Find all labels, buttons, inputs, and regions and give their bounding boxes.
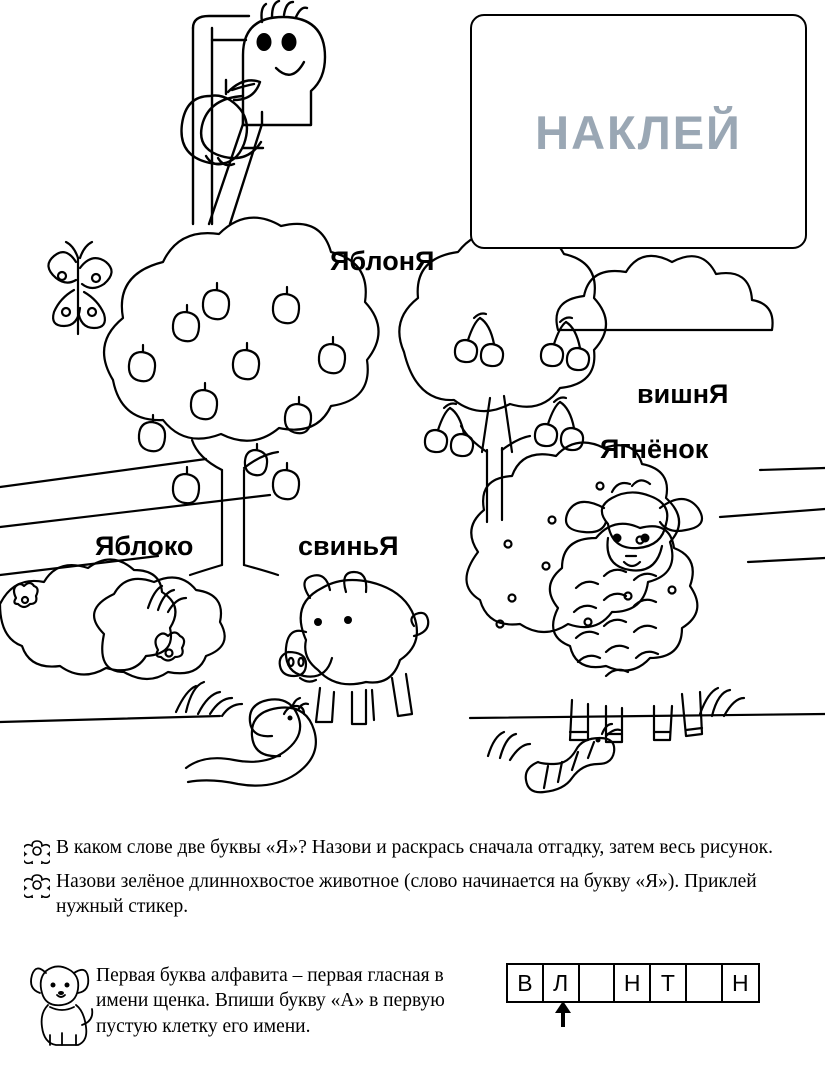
flower-icon [24, 838, 50, 864]
name-cell[interactable]: Т [651, 965, 687, 1001]
apple-shapes [129, 283, 345, 503]
bush-left [0, 559, 225, 679]
letter-ya-character [182, 1, 326, 224]
bottom-instruction-text: Первая буква алфавита – первая гласная в имени щенка. Впиши букву «А» в первую пустую клетку его имени. [96, 965, 445, 1037]
name-cells-wrap [506, 955, 760, 1003]
task-text: Назови зелёное длиннохвостое животное (слово начинается на букву «Я»). Приклей нужный стикер. [56, 871, 757, 917]
name-cell[interactable] [687, 965, 723, 1001]
sticker-label: НАКЛЕЙ [535, 106, 742, 159]
name-cell[interactable] [580, 965, 616, 1001]
word-label-yablonya: ЯблонЯ [330, 246, 435, 276]
task-item [0, 870, 825, 920]
name-cell[interactable]: В [508, 965, 544, 1001]
flower-icon [24, 872, 50, 898]
tasks-list [0, 836, 825, 926]
name-cells[interactable] [506, 963, 760, 1003]
name-cell[interactable]: Л [544, 965, 580, 1001]
word-label-yabloko: Яблоко [95, 531, 194, 561]
snake [186, 698, 316, 786]
bottom-exercise [0, 955, 825, 1049]
name-cell[interactable]: Н [732, 969, 749, 996]
word-label-yagnenok: Ягнёнок [600, 434, 709, 464]
task-text: В каком слове две буквы «Я»? Назови и раскрась сначала отгадку, затем весь рисунок. [56, 837, 773, 858]
dog-icon [24, 957, 96, 1049]
task-item [0, 836, 825, 864]
word-label-svinya: свиньЯ [298, 531, 399, 561]
butterfly [48, 242, 111, 334]
word-label-vishnya: вишнЯ [637, 379, 729, 409]
piglet [280, 572, 429, 724]
name-cell[interactable]: Н [615, 965, 651, 1001]
arrow-up-icon [554, 1001, 572, 1027]
cherry-shapes [425, 314, 589, 457]
ground-lines [0, 459, 825, 722]
